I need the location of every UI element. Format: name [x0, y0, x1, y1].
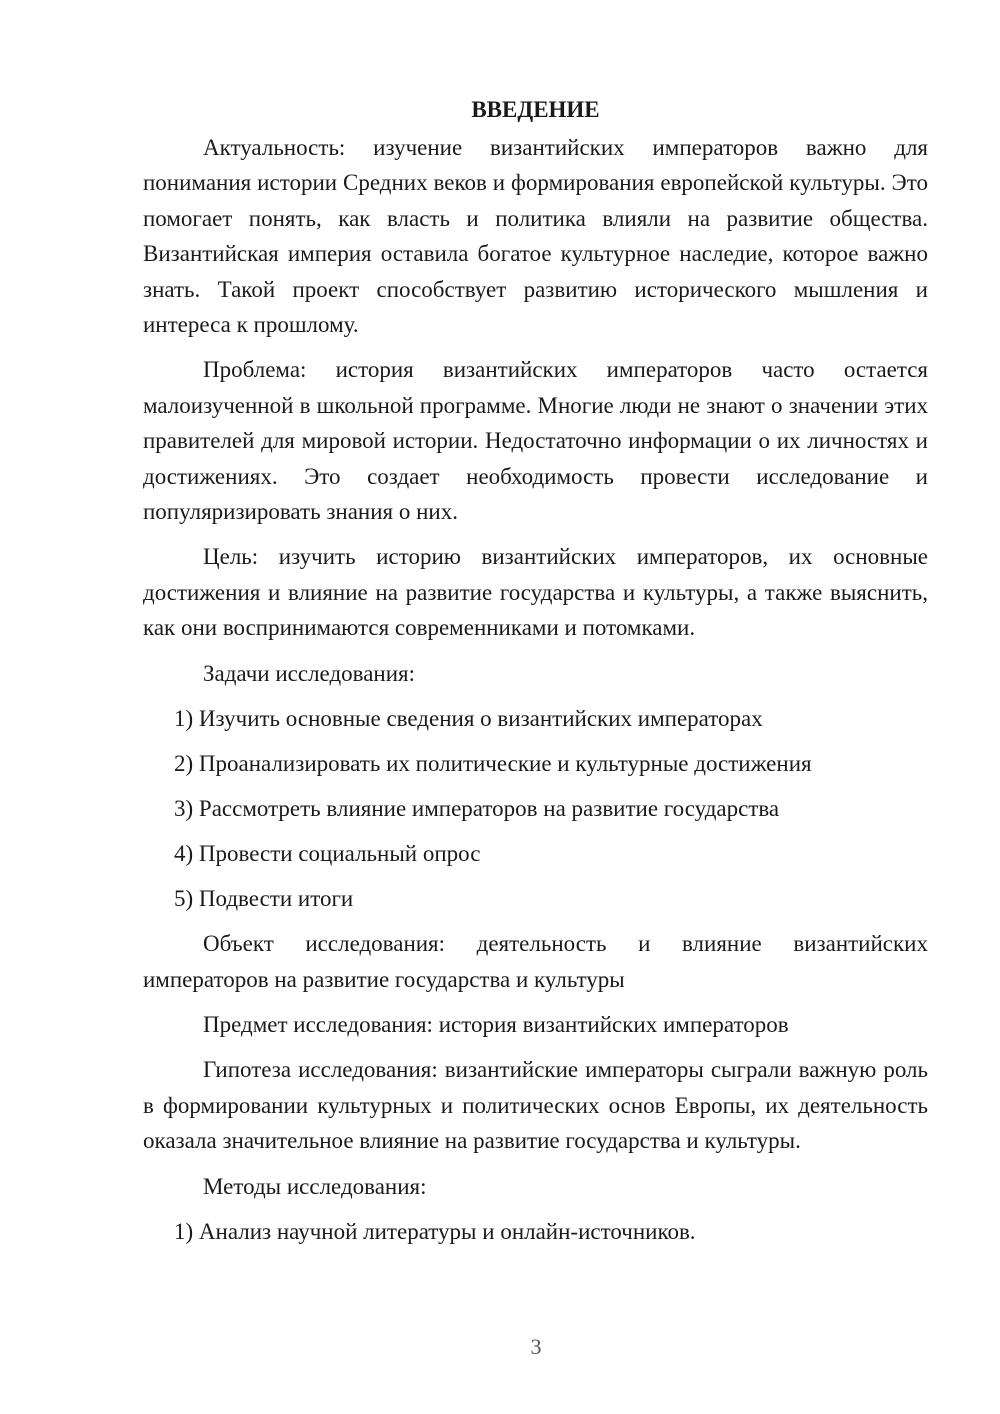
list-item: 5) Подвести итоги	[174, 886, 354, 912]
paragraph-subject: Предмет исследования: история византийских императоров	[203, 1011, 789, 1037]
paragraph-object: Объект исследования: деятельность и влияние византийских императоров на развитие государства и культуры	[143, 931, 928, 992]
list-item: 1) Анализ научной литературы и онлайн-источников.	[174, 1218, 696, 1244]
paragraph-relevance: Актуальность: изучение византийских императоров важно для понимания истории Средних веков и формирования европейской культуры. Это помогает понять, как власть и политика влияли на развитие общества. Византийская империя оставила богатое культурное наследие, которое важно знать. Такой проект способствует развитию исторического мышления и интереса к прошлому.	[143, 135, 928, 338]
paragraph-hypothesis: Гипотеза исследования: византийские императоры сыграли важную роль в формировании культурных и политических основ Европы, их деятельность оказала значительное влияние на развитие государства и культуры.	[143, 1057, 928, 1154]
document-page	[143, 92, 928, 1259]
list-item: 2) Проанализировать их политические и культурные достижения	[174, 751, 812, 777]
tasks-heading: Задачи исследования:	[203, 660, 416, 686]
section-heading: ВВЕДЕНИЕ	[471, 97, 600, 122]
paragraph-problem: Проблема: история византийских императоров часто остается малоизученной в школьной программе. Многие люди не знают о значении этих правителей для мировой истории. Недостаточно информации о их личностях и достижениях. Это создает необходимость провести исследование и популяризировать знания о них.	[143, 357, 928, 525]
list-item: 4) Провести социальный опрос	[174, 841, 481, 867]
methods-list	[143, 1214, 928, 1249]
list-item: 3) Рассмотреть влияние императоров на развитие государства	[174, 796, 780, 822]
page-number: 3	[530, 1334, 542, 1359]
tasks-list	[143, 701, 928, 916]
list-item: 1) Изучить основные сведения о византийских императорах	[174, 706, 763, 732]
paragraph-goal: Цель: изучить историю византийских императоров, их основные достижения и влияние на развитие государства и культуры, а также выяснить, как они воспринимаются современниками и потомками.	[143, 544, 928, 641]
methods-heading: Методы исследования:	[203, 1173, 427, 1199]
